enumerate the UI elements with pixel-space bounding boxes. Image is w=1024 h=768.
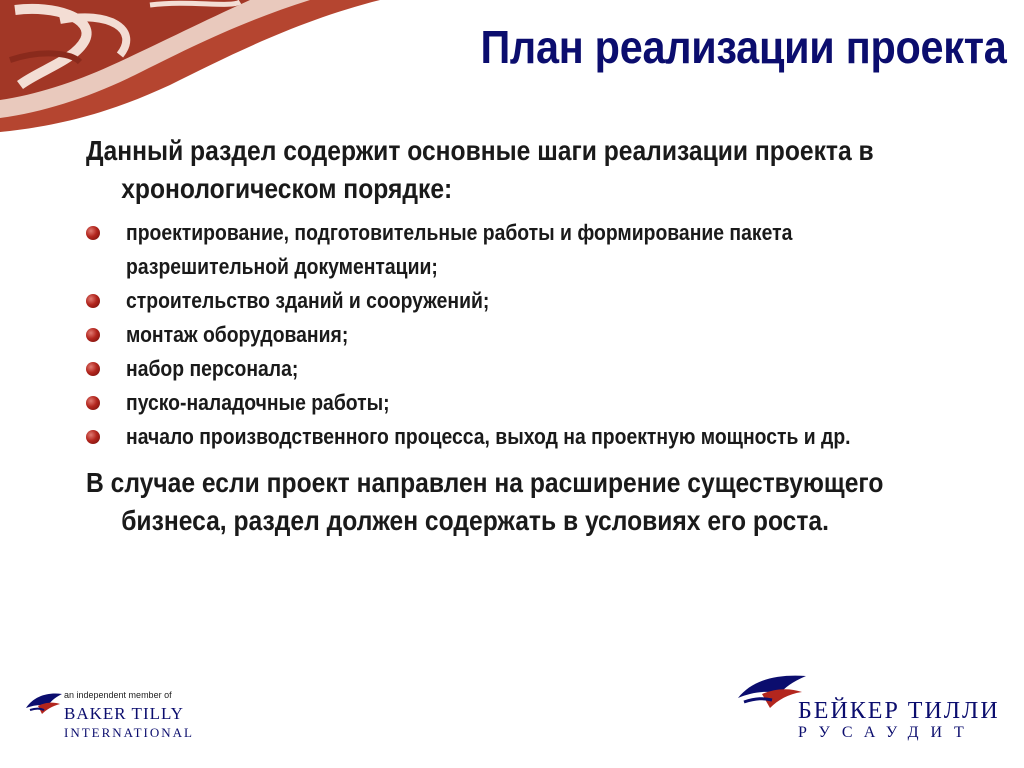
list-item-text: начало производственного процесса, выход на проектную мощность и др. [126, 424, 851, 449]
list-item-text: пуско-наладочные работы; [126, 390, 390, 415]
slide-content [86, 132, 956, 540]
closing-paragraph: В случае если проект направлен на расширение существующего бизнеса, раздел должен содержать в условиях его роста. [86, 467, 884, 536]
tagline: an independent member of [64, 690, 172, 700]
list-item-text: строительство зданий и сооружений; [126, 288, 490, 313]
eagle-logo-icon [24, 690, 64, 720]
company-subname: INTERNATIONAL [64, 725, 194, 740]
list-item [86, 284, 956, 318]
baker-tilly-rusaudit-logo [736, 672, 1016, 752]
bullet-dot-icon [86, 396, 100, 410]
bullet-dot-icon [86, 328, 100, 342]
baker-tilly-international-logo [24, 688, 224, 748]
company-name: БЕЙКЕР ТИЛЛИ [798, 698, 1000, 724]
bullet-dot-icon [86, 226, 100, 240]
bullet-dot-icon [86, 430, 100, 444]
list-item [86, 386, 956, 420]
list-item-text: проектирование, подготовительные работы и формирование пакета разрешительной документации; [126, 220, 793, 279]
corner-decoration [0, 0, 380, 135]
slide-title: План реализации проекта [479, 21, 1006, 73]
bullet-dot-icon [86, 362, 100, 376]
company-subname: РУСАУДИТ [798, 724, 976, 741]
list-item-text: монтаж оборудования; [126, 322, 349, 347]
steps-list [86, 216, 956, 454]
list-item [86, 318, 956, 352]
intro-paragraph: Данный раздел содержит основные шаги реализации проекта в хронологическом порядке: [86, 135, 874, 204]
list-item [86, 216, 956, 284]
company-name: BAKER TILLY [64, 704, 184, 723]
list-item-text: набор персонала; [126, 356, 299, 381]
bullet-dot-icon [86, 294, 100, 308]
list-item [86, 352, 956, 386]
list-item [86, 420, 956, 454]
